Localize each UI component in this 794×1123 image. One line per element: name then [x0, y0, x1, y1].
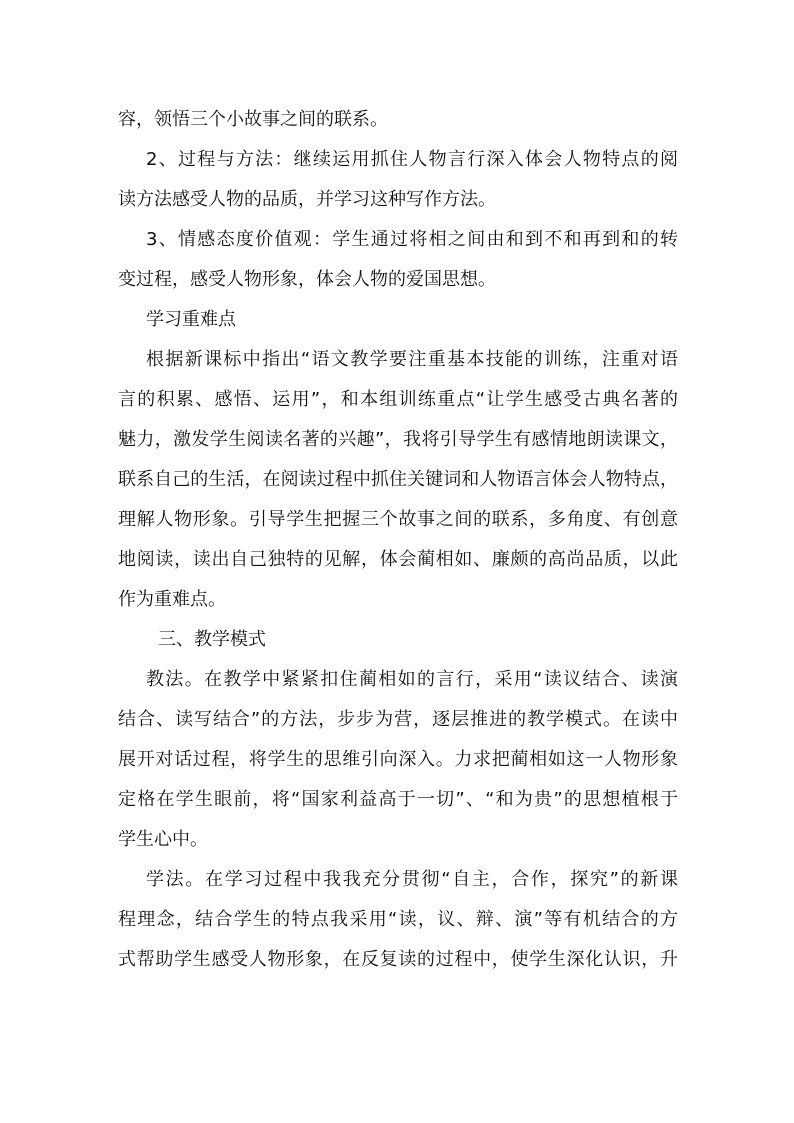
paragraph-line: 变过程，感受人物形象，体会人物的爱国思想。 [118, 269, 496, 290]
paragraph-line: 读方法感受人物的品质，并学习这种写作方法。 [118, 189, 496, 210]
paragraph-line: 展开对话过程，将学生的思维引向深入。力求把蔺相如这一人物形象 [118, 749, 678, 770]
paragraph-line: 学生心中。 [118, 829, 208, 850]
document-body [118, 100, 678, 980]
paragraph-line: 程理念，结合学生的特点我采用“读，议、辩、演”等有机结合的方 [118, 909, 678, 930]
paragraph-line: 容，领悟三个小故事之间的联系。 [118, 109, 388, 130]
paragraph-line: 魅力，激发学生阅读名著的兴趣”，我将引导学生有感情地朗读课文， [118, 429, 678, 450]
paragraph-line: 根据新课标中指出“语文教学要注重基本技能的训练，注重对语 [146, 349, 678, 370]
section-heading-teaching-mode: 三、教学模式 [158, 629, 266, 650]
objective-process-method: 2、过程与方法：继续运用抓住人物言行深入体会人物特点的阅 [146, 149, 678, 170]
paragraph-line: 理解人物形象。引导学生把握三个故事之间的联系，多角度、有创意 [118, 509, 678, 530]
paragraph-line: 式帮助学生感受人物形象，在反复读的过程中，使学生深化认识，升 [118, 949, 678, 970]
paragraph-line: 言的积累、感悟、运用”，和本组训练重点“让学生感受古典名著的 [118, 389, 678, 410]
paragraph-line: 作为重难点。 [118, 589, 226, 610]
paragraph-line: 联系自己的生活，在阅读过程中抓住关键词和人物语言体会人物特点， [118, 469, 678, 490]
paragraph-line: 教法。在教学中紧紧扣住蔺相如的言行，采用“读议结合、读演 [146, 669, 678, 690]
paragraph-line: 学法。在学习过程中我我充分贯彻“自主，合作，探究”的新课 [146, 869, 678, 890]
section-heading-key-points: 学习重难点 [146, 309, 236, 330]
paragraph-line: 地阅读，读出自己独特的见解，体会蔺相如、廉颇的高尚品质，以此 [118, 549, 678, 570]
objective-emotion-values: 3、情感态度价值观：学生通过将相之间由和到不和再到和的转 [146, 229, 678, 250]
paragraph-line: 结合、读写结合”的方法，步步为营，逐层推进的教学模式。在读中 [118, 709, 678, 730]
paragraph-line: 定格在学生眼前，将“国家利益高于一切”、“和为贵”的思想植根于 [118, 789, 678, 810]
